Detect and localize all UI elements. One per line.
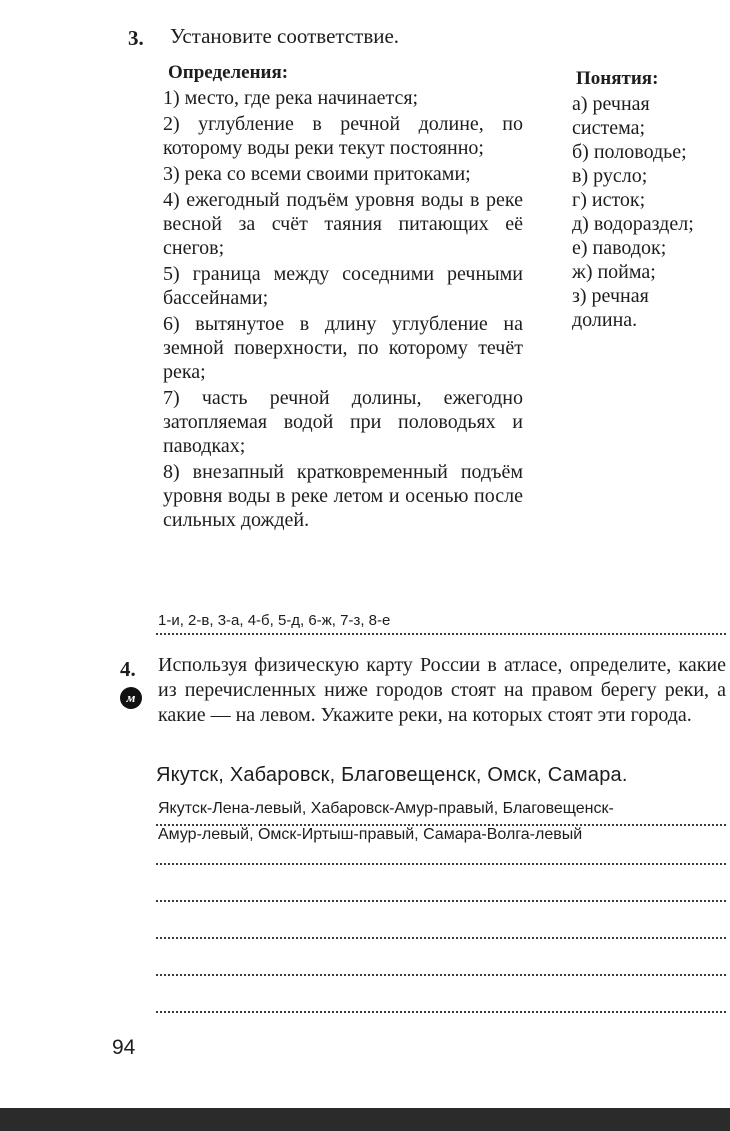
task-4-text: Используя физическую карту России в атласе, определите, какие из перечисленных ниже городов стоят на правом берегу реки, а какие — на левом. Укажите реки, на которых стоят эти города. (158, 654, 726, 726)
task-3-answer: 1-и, 2-в, 3-а, 4-б, 5-д, 6-ж, 7-з, 8-е (158, 612, 391, 629)
concepts-header: Понятия: (576, 68, 659, 89)
task-3-title: Установите соответствие. (170, 24, 400, 48)
definition-item: 3) река со всеми своими притоками; (163, 163, 471, 185)
concept-item: б) половодье; (572, 141, 687, 163)
concept-item: з) речная (572, 285, 649, 307)
concept-item: е) паводок; (572, 237, 667, 259)
concepts-list (572, 92, 730, 332)
definition-item: 6) вытянутое в длину углубление на земной поверхности, по которому течёт река; (163, 313, 523, 383)
concept-item: в) русло; (572, 165, 648, 187)
concept-item: а) речная (572, 93, 650, 115)
definition-item: 7) часть речной долины, ежегодно затопляемая водой при половодьях и паводках; (163, 387, 523, 457)
answer-line (156, 1011, 726, 1013)
task-4-answer-line-1: Якутск-Лена-левый, Хабаровск-Амур-правый, Благовещенск- (158, 800, 614, 817)
answer-line (156, 863, 726, 865)
definition-item: 2) углубление в речной долине, по которому воды реки текут постоянно; (163, 113, 523, 159)
concept-item: д) водораздел; (572, 213, 694, 235)
definition-item: 5) граница между соседними речными бассейнами; (163, 263, 523, 309)
answer-line (156, 633, 726, 635)
definitions-header: Определения: (168, 62, 289, 83)
definition-item: 8) внезапный кратковременный подъём уровня воды в реке летом и осенью после сильных дождей. (163, 461, 523, 531)
answer-line (156, 937, 726, 939)
scan-edge-shadow (0, 1108, 730, 1131)
definition-item: 4) ежегодный подъём уровня воды в реке весной за счёт таяния питающих её снегов; (163, 189, 523, 259)
answer-line (156, 900, 726, 902)
definitions-list (163, 86, 523, 534)
task-3-number: 3. (128, 26, 144, 50)
concept-item: ж) пойма; (572, 261, 656, 283)
concept-item: долина. (572, 309, 638, 331)
task-4-answer-line-2: Амур-левый, Омск-Иртыш-правый, Самара-Волга-левый (158, 826, 583, 843)
map-marker-icon: м (120, 687, 142, 709)
concept-item: система; (572, 117, 646, 139)
definition-item: 1) место, где река начинается; (163, 87, 419, 109)
page-number: 94 (112, 1036, 136, 1059)
cities-list: Якутск, Хабаровск, Благовещенск, Омск, Самара. (156, 764, 628, 786)
concept-item: г) исток; (572, 189, 646, 211)
task-4-number: 4. (120, 657, 136, 681)
answer-line (156, 974, 726, 976)
